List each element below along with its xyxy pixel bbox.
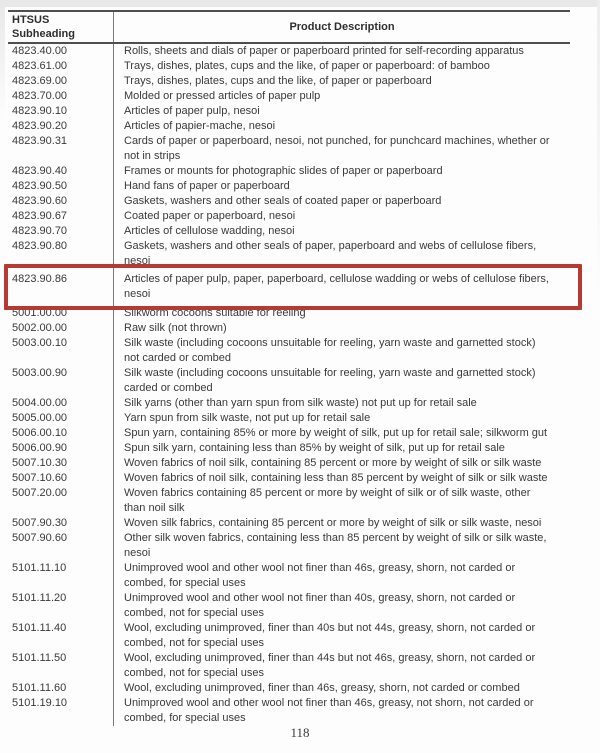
table-row [8, 43, 570, 59]
table-row [8, 194, 570, 209]
product-description: Yarn spun from silk waste, not put up for retail sale [124, 412, 371, 424]
htsus-code: 5002.00.00 [8, 321, 114, 336]
table-row [8, 621, 570, 651]
htsus-code: 5007.90.30 [8, 516, 114, 531]
table-row [8, 651, 570, 681]
product-description: Unimproved wool and other wool not finer than 46s, greasy, not shorn, not carded or combed, for special uses [124, 697, 534, 724]
htsus-code: 4823.90.40 [8, 164, 114, 179]
product-description: Coated paper or paperboard, nesoi [124, 210, 296, 222]
table-row [8, 396, 570, 411]
htsus-code: 5101.11.60 [8, 681, 114, 696]
htsus-code: 4823.90.10 [8, 104, 114, 119]
table-row [8, 269, 570, 306]
table-row [8, 321, 570, 336]
table-row [8, 516, 570, 531]
htsus-code: 5001.00.00 [8, 306, 114, 321]
table-row [8, 74, 570, 89]
table-row [8, 336, 570, 366]
product-description: Unimproved wool and other wool not finer than 40s, greasy, shorn, not carded or combed, not for special uses [124, 592, 516, 619]
table-row [8, 426, 570, 441]
htsus-code: 5101.11.10 [8, 561, 114, 591]
product-description: Wool, excluding unimproved, finer than 44s but not 46s, greasy, shorn, not carded or combed, not for special uses [124, 652, 536, 679]
product-description: Gaskets, washers and other seals of coated paper or paperboard [124, 195, 442, 207]
table-row [8, 134, 570, 164]
htsus-code: 5007.90.60 [8, 531, 114, 561]
product-description: Trays, dishes, plates, cups and the like, of paper or paperboard [124, 75, 432, 87]
product-description: Silk yarns (other than yarn spun from silk waste) not put up for retail sale [124, 397, 477, 409]
product-description: Articles of papier-mache, nesoi [124, 120, 276, 132]
product-description: Woven fabrics containing 85 percent or more by weight of silk or of silk waste, other than noil silk [124, 487, 531, 514]
table-row [8, 366, 570, 396]
htsus-code: 4823.90.50 [8, 179, 114, 194]
product-description: Spun yarn, containing 85% or more by weight of silk, put up for retail sale; silkworm gut [124, 427, 548, 439]
product-description: Trays, dishes, plates, cups and the like, of paper or paperboard: of bamboo [124, 60, 490, 72]
table-row [8, 224, 570, 239]
product-description: Silk waste (including cocoons unsuitable for reeling, yarn waste and garnetted stock) carded or combed [124, 367, 536, 394]
product-description: Spun silk yarn, containing less than 85% by weight of silk, put up for retail sale [124, 442, 505, 454]
product-description: Raw silk (not thrown) [124, 322, 227, 334]
table-body [8, 43, 570, 726]
product-description: Articles of cellulose wadding, nesoi [124, 225, 295, 237]
table-row [8, 486, 570, 516]
product-description: Articles of paper pulp, nesoi [124, 105, 260, 117]
column-header-htsus-subheading [8, 11, 114, 43]
table-header-row [8, 11, 570, 43]
htsus-code: 5007.20.00 [8, 486, 114, 516]
htsus-code: 4823.90.86 [8, 269, 114, 306]
product-description: Cards of paper or paperboard, nesoi, not punched, for punchcard machines, whether or not in strips [124, 135, 550, 162]
header-line-1: HTSUS [12, 14, 50, 26]
htsus-code: 5003.00.10 [8, 336, 114, 366]
product-description: Frames or mounts for photographic slides of paper or paperboard [124, 165, 443, 177]
table-row [8, 471, 570, 486]
htsus-code: 5004.00.00 [8, 396, 114, 411]
table-row [8, 411, 570, 426]
header-line-2: Subheading [12, 28, 75, 40]
htsus-code: 5101.11.20 [8, 591, 114, 621]
table-row [8, 441, 570, 456]
htsus-code: 5007.10.60 [8, 471, 114, 486]
table-row [8, 239, 570, 269]
product-description: Wool, excluding unimproved, finer than 46s, greasy, shorn, not carded or combed [124, 682, 520, 694]
table-row [8, 209, 570, 224]
product-description: Rolls, sheets and dials of paper or paperboard printed for self-recording apparatus [124, 45, 524, 57]
product-description: Molded or pressed articles of paper pulp [124, 90, 321, 102]
table-row [8, 591, 570, 621]
htsus-table [8, 10, 570, 726]
table-row [8, 164, 570, 179]
table-row [8, 179, 570, 194]
htsus-code: 5101.11.50 [8, 651, 114, 681]
htsus-code: 4823.40.00 [8, 43, 114, 59]
table-row [8, 696, 570, 726]
product-description: Articles of paper pulp, paper, paperboard, cellulose wadding or webs of cellulose fibers, nesoi [124, 273, 549, 300]
htsus-code: 4823.90.67 [8, 209, 114, 224]
product-description: Hand fans of paper or paperboard [124, 180, 290, 192]
table-row [8, 681, 570, 696]
htsus-code: 5006.00.10 [8, 426, 114, 441]
table-row [8, 89, 570, 104]
htsus-code: 5003.00.90 [8, 366, 114, 396]
htsus-code: 4823.90.31 [8, 134, 114, 164]
htsus-code: 5005.00.00 [8, 411, 114, 426]
htsus-code: 4823.90.20 [8, 119, 114, 134]
page-number: 118 [290, 725, 310, 740]
table-row [8, 59, 570, 74]
scan-edge-top [0, 0, 600, 7]
product-description: Woven silk fabrics, containing 85 percent or more by weight of silk or silk waste, nesoi [124, 517, 542, 529]
htsus-code: 5007.10.30 [8, 456, 114, 471]
product-description: Woven fabrics of noil silk, containing 85 percent or more by weight of silk or silk waste [124, 457, 542, 469]
table-row [8, 561, 570, 591]
htsus-code: 5101.19.10 [8, 696, 114, 726]
product-description: Unimproved wool and other wool not finer than 46s, greasy, shorn, not carded or combed, for special uses [124, 562, 516, 589]
htsus-code: 4823.90.60 [8, 194, 114, 209]
product-description: Silk waste (including cocoons unsuitable for reeling, yarn waste and garnetted stock) not carded or combed [124, 337, 536, 364]
product-description: Gaskets, washers and other seals of paper, paperboard and webs of cellulose fibers, nesoi [124, 240, 537, 267]
htsus-code: 4823.90.70 [8, 224, 114, 239]
htsus-code: 4823.90.80 [8, 239, 114, 269]
htsus-code: 4823.70.00 [8, 89, 114, 104]
htsus-code: 5101.11.40 [8, 621, 114, 651]
table-row [8, 456, 570, 471]
product-description: Other silk woven fabrics, containing less than 85 percent by weight of silk or silk waste, nesoi [124, 532, 547, 559]
htsus-code: 4823.61.00 [8, 59, 114, 74]
htsus-code: 5006.00.90 [8, 441, 114, 456]
table-row [8, 306, 570, 321]
column-header-product-description: Product Description [114, 11, 571, 43]
htsus-code: 4823.69.00 [8, 74, 114, 89]
table-row [8, 531, 570, 561]
scan-edge-left [0, 0, 5, 120]
product-description: Silkworm cocoons suitable for reeling [124, 307, 306, 319]
product-description: Woven fabrics of noil silk, containing less than 85 percent by weight of silk or silk waste [124, 472, 548, 484]
product-description: Wool, excluding unimproved, finer than 40s but not 44s, greasy, shorn, not carded or combed, not for special uses [124, 622, 536, 649]
table-row [8, 119, 570, 134]
table-row [8, 104, 570, 119]
